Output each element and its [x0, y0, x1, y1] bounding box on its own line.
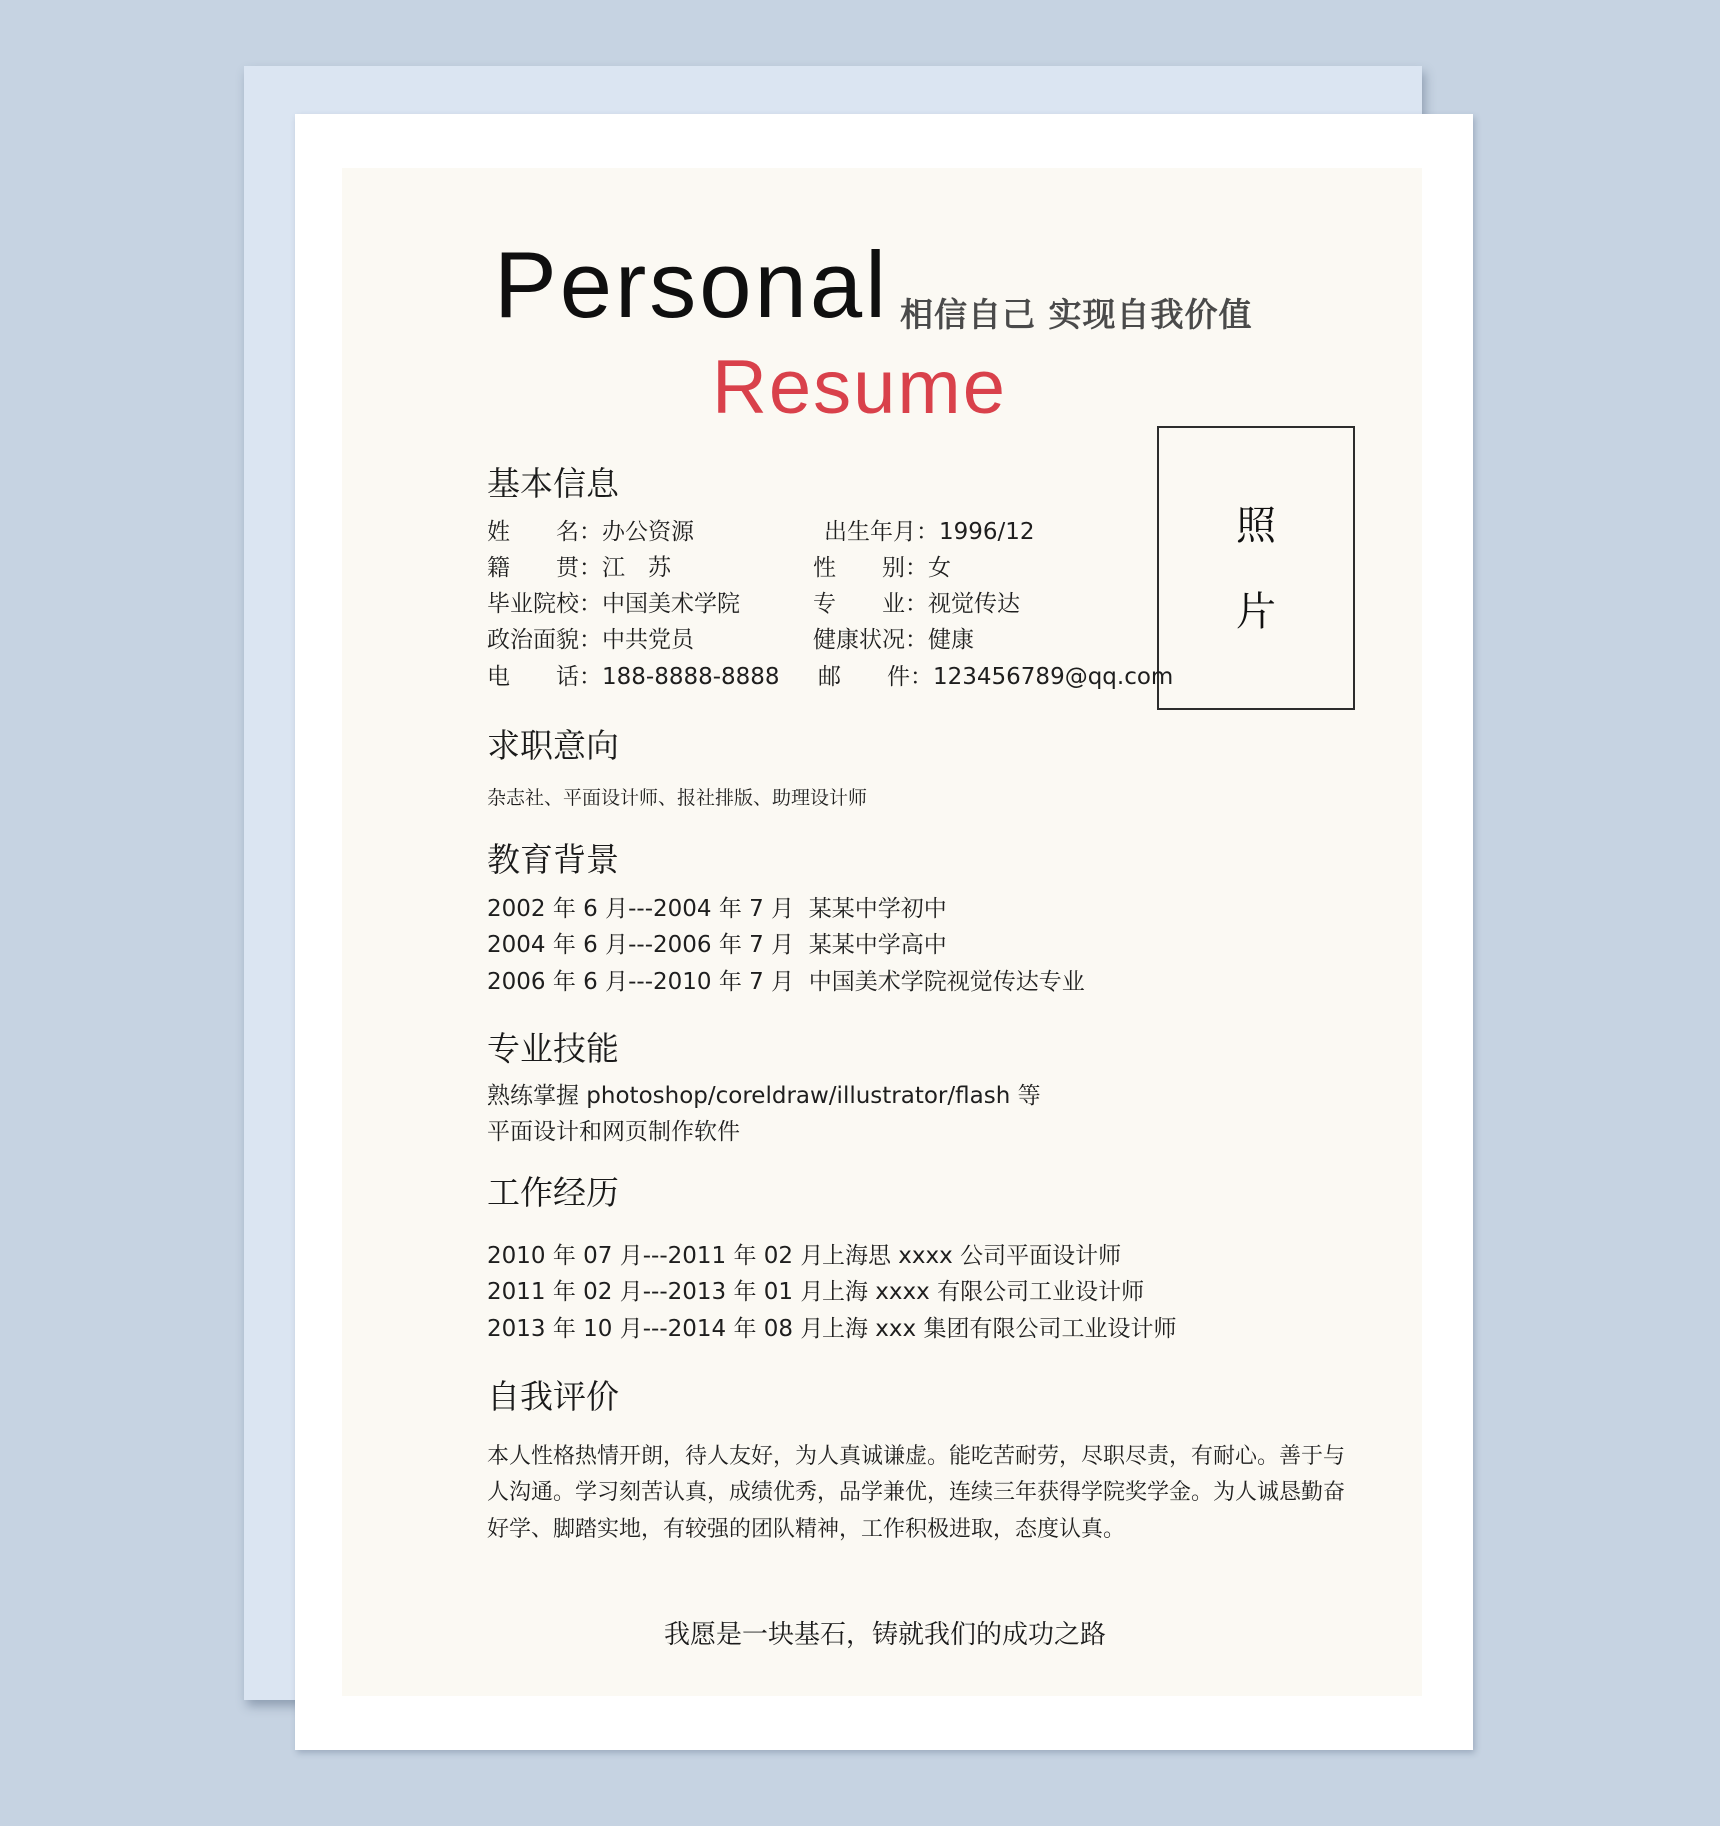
work-period: 2013 年 10 月---2014 年 08 月 [487, 1316, 824, 1342]
section-heading-skills: 专业技能 [487, 1029, 619, 1068]
education-school: 某某中学初中 [808, 896, 947, 922]
section-heading-job-intent: 求职意向 [487, 726, 619, 765]
photo-placeholder [1157, 426, 1355, 710]
info-label: 籍 贯： [487, 555, 602, 581]
footer-motto: 我愿是一块基石，铸就我们的成功之路 [664, 1620, 1107, 1650]
info-value: 1996/12 [939, 519, 1035, 545]
info-label: 姓 名： [487, 519, 602, 545]
skills-line: 熟练掌握 photoshop/coreldraw/illustrator/flash 等 [487, 1083, 1041, 1109]
education-period: 2006 年 6 月---2010 年 7 月 [487, 969, 795, 995]
info-label: 电 话： [487, 664, 602, 690]
education-item [487, 971, 1085, 994]
info-label: 邮 件： [818, 664, 933, 690]
photo-label-char-2: 片 [1236, 589, 1276, 635]
education-school: 中国美术学院视觉传达专业 [808, 969, 1085, 995]
info-value: 江 苏 [602, 555, 671, 581]
education-period: 2002 年 6 月---2004 年 7 月 [487, 896, 795, 922]
skills-line: 平面设计和网页制作软件 [487, 1119, 740, 1145]
work-position: 上海思 xxxx 公司平面设计师 [822, 1243, 1122, 1269]
info-row-major [813, 593, 1020, 616]
info-row-school [487, 593, 740, 616]
info-value: 中共党员 [602, 627, 694, 653]
section-heading-education: 教育背景 [487, 840, 619, 879]
info-label: 政治面貌： [487, 627, 602, 653]
info-value: 188-8888-8888 [602, 664, 780, 690]
work-position: 上海 xxxx 有限公司工业设计师 [822, 1279, 1145, 1305]
education-period: 2004 年 6 月---2006 年 7 月 [487, 932, 795, 958]
info-row-political [487, 629, 694, 652]
info-label: 毕业院校： [487, 591, 602, 617]
work-period: 2011 年 02 月---2013 年 01 月 [487, 1279, 824, 1305]
info-label: 出生年月： [824, 519, 939, 545]
education-item [487, 934, 947, 957]
title-personal: Personal [494, 232, 889, 337]
info-row-gender [813, 557, 951, 580]
info-value: 办公资源 [602, 519, 694, 545]
photo-label-char-1: 照 [1236, 503, 1276, 549]
info-value: 女 [928, 555, 951, 581]
education-school: 某某中学高中 [808, 932, 947, 958]
info-label: 健康状况： [813, 627, 928, 653]
work-period: 2010 年 07 月---2011 年 02 月 [487, 1243, 824, 1269]
title-resume: Resume [712, 345, 1007, 430]
self-eval-line: 好学、脚踏实地，有较强的团队精神，工作积极进取，态度认真。 [487, 1517, 1126, 1542]
info-row-health [813, 629, 974, 652]
job-intent-text: 杂志社、平面设计师、报社排版、助理设计师 [487, 787, 868, 809]
info-value: 健康 [928, 627, 974, 653]
education-item [487, 898, 947, 921]
info-value: 123456789@qq.com [933, 664, 1174, 690]
info-row-name [487, 521, 694, 544]
info-label: 专 业： [813, 591, 928, 617]
work-position: 上海 xxx 集团有限公司工业设计师 [822, 1316, 1177, 1342]
self-eval-line: 人沟通。学习刻苦认真，成绩优秀，品学兼优，连续三年获得学院奖学金。为人诚恳勤奋 [487, 1480, 1346, 1505]
info-value: 中国美术学院 [602, 591, 740, 617]
section-heading-self-eval: 自我评价 [487, 1377, 619, 1416]
info-row-phone [487, 666, 780, 689]
info-row-email [818, 666, 1173, 689]
info-label: 性 别： [813, 555, 928, 581]
section-heading-basic-info: 基本信息 [487, 464, 619, 503]
info-value: 视觉传达 [928, 591, 1020, 617]
slogan: 相信自己 实现自我价值 [900, 295, 1253, 334]
info-row-hometown [487, 557, 671, 580]
self-eval-line: 本人性格热情开朗，待人友好，为人真诚谦虚。能吃苦耐劳，尽职尽责，有耐心。善于与 [487, 1444, 1346, 1469]
section-heading-work: 工作经历 [487, 1173, 619, 1212]
info-row-birth [824, 521, 1035, 544]
